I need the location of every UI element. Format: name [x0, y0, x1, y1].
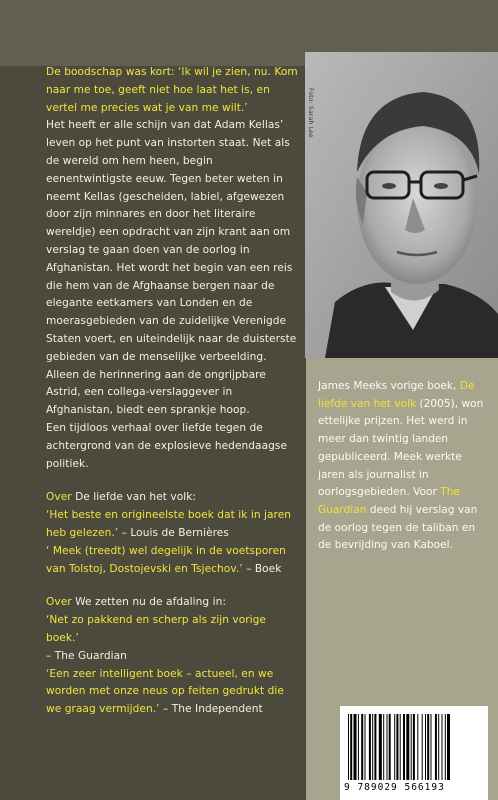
opening-quote: De boodschap was kort: ‘Ik wil je zien, nu. Kom naar me toe, geeft niet hoe laat het is, en vertel me precies wat je van me wilt.’ — [46, 66, 298, 114]
barcode-bar — [422, 714, 423, 780]
over-label: Over — [46, 596, 72, 609]
blurb-column — [46, 64, 298, 719]
review-title: We zetten nu de afdaling in: — [71, 596, 226, 609]
barcode-bar — [445, 714, 446, 780]
review-quote — [46, 543, 298, 579]
author-photo — [305, 52, 498, 358]
review-title: De liefde van het volk: — [71, 491, 197, 504]
review-block-2 — [46, 594, 298, 612]
barcode-bar — [383, 714, 384, 780]
review-block-1 — [46, 489, 298, 507]
barcode-bar — [354, 714, 357, 780]
barcode-bar — [350, 714, 352, 780]
barcode-bar — [387, 714, 388, 780]
barcode-bar — [442, 714, 443, 780]
barcode-bar — [365, 714, 366, 780]
review-quote — [46, 507, 298, 543]
blurb-closing: Een tijdloos verhaal over liefde tegen de achtergrond van de explosieve hedendaagse politiek. — [46, 421, 288, 470]
bio-text: deed hij verslag van de oorlog tegen de taliban en de bevrijding van Kaboel. — [318, 503, 478, 552]
barcode-bar — [431, 714, 432, 780]
barcode-bar — [389, 714, 391, 780]
barcode-bar — [369, 714, 371, 780]
blurb-body: Het heeft er alle schijn van dat Adam Kellas’ leven op het punt van instorten staat. Net als de wereld om hem heen, begin eenentwintigste eeuw. Tegen beter weten in neemt Kellas (gescheiden, labiel, afgewezen door zijn minnares en door het literaire wereldje) een opdracht van zijn krant aan om verslag te gaan doen van de oorlog in Afghanistan. Het wordt het begin van een reis die hem van de Afghaanse bergen naar de elegante eetkamers van Londen en de moerasgebieden van de zuidelijke Verenigde Staten voert, en uiteindelijk naar de duisterste gebieden van de menselijke verbeelding. Alleen de herinnering aan de ongrijpbare Astrid, een collega-verslaggever in Afghanistan, biedt een sprankje hoop. — [46, 119, 297, 417]
bio-newspaper: The Guardian — [318, 486, 460, 516]
review-quote — [46, 666, 298, 719]
barcode-bar — [358, 714, 359, 780]
barcode-bar — [427, 714, 429, 780]
quote-author: – The Independent — [159, 703, 263, 716]
barcode-bar — [411, 714, 412, 780]
barcode-bar — [406, 714, 409, 780]
over-label: Over — [46, 491, 72, 504]
barcode-bar — [435, 714, 437, 780]
barcode-bar — [348, 714, 349, 780]
barcode-bar — [447, 714, 450, 780]
photo-credit: Foto: Sarah Lee — [307, 88, 314, 138]
barcode-bar — [374, 714, 376, 780]
barcode-bar — [372, 714, 373, 780]
author-portrait-image — [305, 52, 498, 358]
barcode-bar — [425, 714, 426, 780]
quote-text: ‘ Meek (treedt) wel degelijk in de voetsporen van Tolstoj, Dostojevski en Tsjechov.’ — [46, 544, 286, 575]
barcode-bar — [438, 714, 439, 780]
barcode-bar — [417, 714, 418, 780]
quote-text: ‘Het beste en origineelste boek dat ik in jaren heb gelezen.’ — [46, 509, 292, 539]
bio-book-title: De liefde van het volk — [318, 380, 475, 410]
review-quote — [46, 612, 298, 648]
barcode-bar — [400, 714, 401, 780]
isbn-number: 9 789029 566193 — [344, 782, 445, 793]
barcode-bar — [361, 714, 363, 780]
quote-author: – The Guardian — [46, 649, 127, 662]
author-bio — [318, 378, 488, 555]
barcode-bar — [403, 714, 405, 780]
quote-text: ‘Net zo pakkend en scherp als zijn vorige boek.’ — [46, 614, 266, 644]
bio-text: (2005), won ettelijke prijzen. Het werd in meer dan twintig landen gepubliceerd. Meek werkte jaren als journalist in oorlogsgebieden. Voor — [318, 397, 484, 499]
barcode-bars — [348, 714, 482, 780]
bio-text: James Meeks vorige boek, — [318, 380, 460, 392]
quote-author: – Louis de Bernières — [118, 526, 229, 539]
barcode-bar — [396, 714, 398, 780]
barcode — [340, 706, 488, 800]
barcode-bar — [413, 714, 415, 780]
barcode-bar — [394, 714, 395, 780]
quote-author: – Boek — [242, 562, 282, 575]
quote-text: ‘Een zeer intelligent boek – actueel, en we worden met onze neus op feiten gedrukt die we graag vermijden.’ — [46, 667, 284, 716]
barcode-bar — [379, 714, 382, 780]
